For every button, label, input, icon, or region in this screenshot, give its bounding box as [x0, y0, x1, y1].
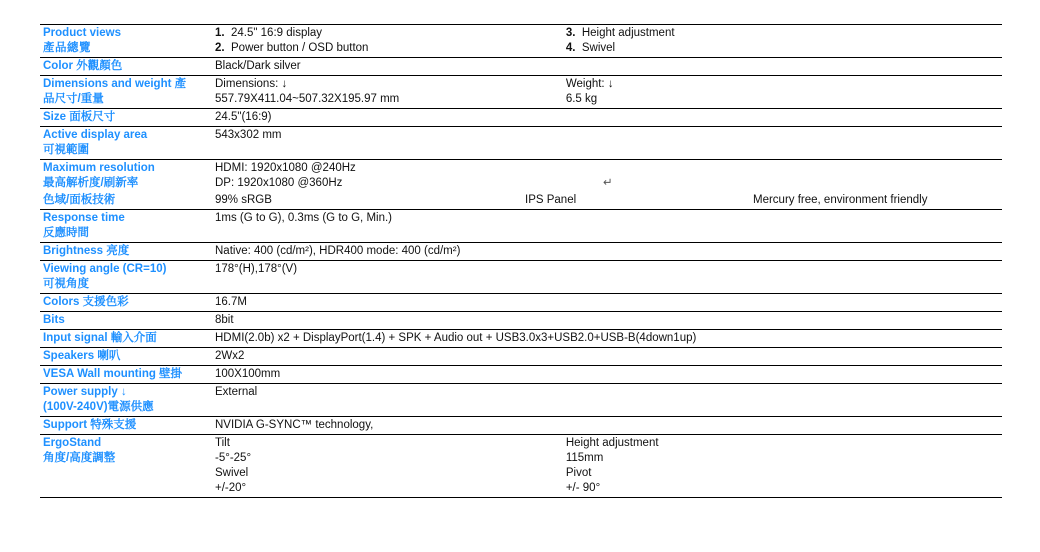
spec-row-color — [40, 58, 1002, 76]
tilt-value: -5°-25° — [215, 452, 252, 464]
weight-title: Weight: ↓ — [565, 78, 614, 90]
row-label — [40, 127, 212, 160]
row-label — [40, 384, 212, 417]
dimensions-title: Dimensions: ↓ — [215, 78, 288, 90]
item-number: 1. — [215, 27, 225, 39]
eco-note: Mercury free, environment friendly — [753, 194, 928, 206]
spec-row-power-supply — [40, 384, 1002, 417]
item-number: 3. — [565, 27, 576, 39]
row-value: HDMI(2.0b) x2 + DisplayPort(1.4) + SPK + Audio out + USB3.0x3+USB2.0+USB-B(4down1up) — [212, 330, 1002, 348]
list-item — [215, 26, 566, 41]
row-value: 2Wx2 — [212, 348, 1002, 366]
row-value — [212, 192, 1002, 210]
panel-type: IPS Panel — [525, 194, 577, 206]
row-label: Bits — [40, 312, 212, 330]
item-number: 4. — [565, 42, 576, 54]
resolution-dp: DP: 1920x1080 @360Hz — [215, 177, 343, 189]
row-value — [212, 435, 1002, 498]
row-label: Input signal 輸入介面 — [40, 330, 212, 348]
row-value: Black/Dark silver — [212, 58, 1002, 76]
label-line-1: Dimensions and weight 產 — [43, 78, 187, 90]
row-value: External — [212, 384, 1002, 417]
spec-row-speakers — [40, 348, 1002, 366]
swivel-value: +/-20° — [215, 482, 247, 494]
pivot-title: Pivot — [565, 467, 592, 479]
row-label — [40, 160, 212, 193]
label-line-2: 角度/高度調整 — [43, 452, 116, 464]
row-value: 1ms (G to G), 0.3ms (G to G, Min.) — [212, 210, 1002, 243]
spec-document — [40, 24, 1002, 498]
row-value: 8bit — [212, 312, 1002, 330]
spec-row-support — [40, 417, 1002, 435]
label-line-2: 最高解析度/刷新率 — [43, 177, 139, 189]
spec-row-size — [40, 109, 1002, 127]
spec-row-max-resolution — [40, 160, 1002, 193]
item-text: Height adjustment — [581, 27, 675, 39]
row-value — [212, 160, 1002, 193]
row-label: Brightness 亮度 — [40, 243, 212, 261]
list-item — [215, 41, 566, 56]
list-item — [566, 26, 999, 41]
label-en: Product views — [43, 27, 121, 39]
list-item — [566, 41, 999, 56]
spec-row-product-views — [40, 25, 1002, 58]
row-label: Support 特殊支援 — [40, 417, 212, 435]
label-line-2: (100V-240V)電源供應 — [43, 401, 154, 413]
label-line-1: Active display area — [43, 129, 148, 141]
gamut-value: 99% sRGB — [215, 194, 272, 206]
row-label — [40, 210, 212, 243]
spec-row-colors — [40, 294, 1002, 312]
row-value — [212, 25, 1002, 58]
swivel-title: Swivel — [215, 467, 249, 479]
row-label: Size 面板尺寸 — [40, 109, 212, 127]
spec-row-color-gamut — [40, 192, 1002, 210]
resolution-hdmi: HDMI: 1920x1080 @240Hz — [215, 162, 356, 174]
spec-table — [40, 24, 1002, 498]
item-text: Power button / OSD button — [231, 42, 369, 54]
label-line-2: 品尺寸/重量 — [43, 93, 104, 105]
dimensions-value: 557.79X411.04~507.32X195.97 mm — [215, 93, 400, 105]
pivot-value: +/- 90° — [565, 482, 601, 494]
spec-row-vesa — [40, 366, 1002, 384]
spec-row-input-signal — [40, 330, 1002, 348]
row-label: Speakers 喇叭 — [40, 348, 212, 366]
item-text: 24.5" 16:9 display — [231, 27, 323, 39]
row-value: 16.7M — [212, 294, 1002, 312]
spec-row-dimensions — [40, 76, 1002, 109]
item-number: 2. — [215, 42, 225, 54]
row-label: Colors 支援色彩 — [40, 294, 212, 312]
spec-row-ergostand — [40, 435, 1002, 498]
row-label: 色域/面板技術 — [40, 192, 212, 210]
height-title: Height adjustment — [565, 437, 659, 449]
row-label: Color 外觀顏色 — [40, 58, 212, 76]
spec-row-brightness — [40, 243, 1002, 261]
label-line-2: 反應時間 — [43, 227, 89, 239]
weight-value: 6.5 kg — [565, 93, 598, 105]
label-line-1: Maximum resolution — [43, 162, 155, 174]
row-label: VESA Wall mounting 壁掛 — [40, 366, 212, 384]
spec-row-viewing-angle — [40, 261, 1002, 294]
row-label — [40, 76, 212, 109]
row-value — [212, 76, 1002, 109]
spec-row-bits — [40, 312, 1002, 330]
row-value: Native: 400 (cd/m²), HDR400 mode: 400 (cd/m²) — [212, 243, 1002, 261]
height-value: 115mm — [565, 452, 604, 464]
label-line-2: 可視範圍 — [43, 144, 89, 156]
row-label — [40, 435, 212, 498]
label-line-1: Viewing angle (CR=10) — [43, 263, 167, 275]
row-label — [40, 25, 212, 58]
row-value: 178°(H),178°(V) — [212, 261, 1002, 294]
tilt-title: Tilt — [215, 437, 230, 449]
spec-row-active-area — [40, 127, 1002, 160]
row-value: 24.5"(16:9) — [212, 109, 1002, 127]
line-break-mark: ↵ — [603, 177, 613, 189]
item-text: Swivel — [581, 42, 616, 54]
row-value: NVIDIA G-SYNC™ technology, — [212, 417, 1002, 435]
row-label — [40, 261, 212, 294]
label-line-1: Response time — [43, 212, 125, 224]
row-value: 100X100mm — [212, 366, 1002, 384]
label-line-1: Power supply ↓ — [43, 386, 127, 398]
label-zh: 產品總覽 — [43, 42, 91, 54]
label-line-1: ErgoStand — [43, 437, 102, 449]
label-line-2: 可視角度 — [43, 278, 89, 290]
spec-row-response-time — [40, 210, 1002, 243]
row-value: 543x302 mm — [212, 127, 1002, 160]
